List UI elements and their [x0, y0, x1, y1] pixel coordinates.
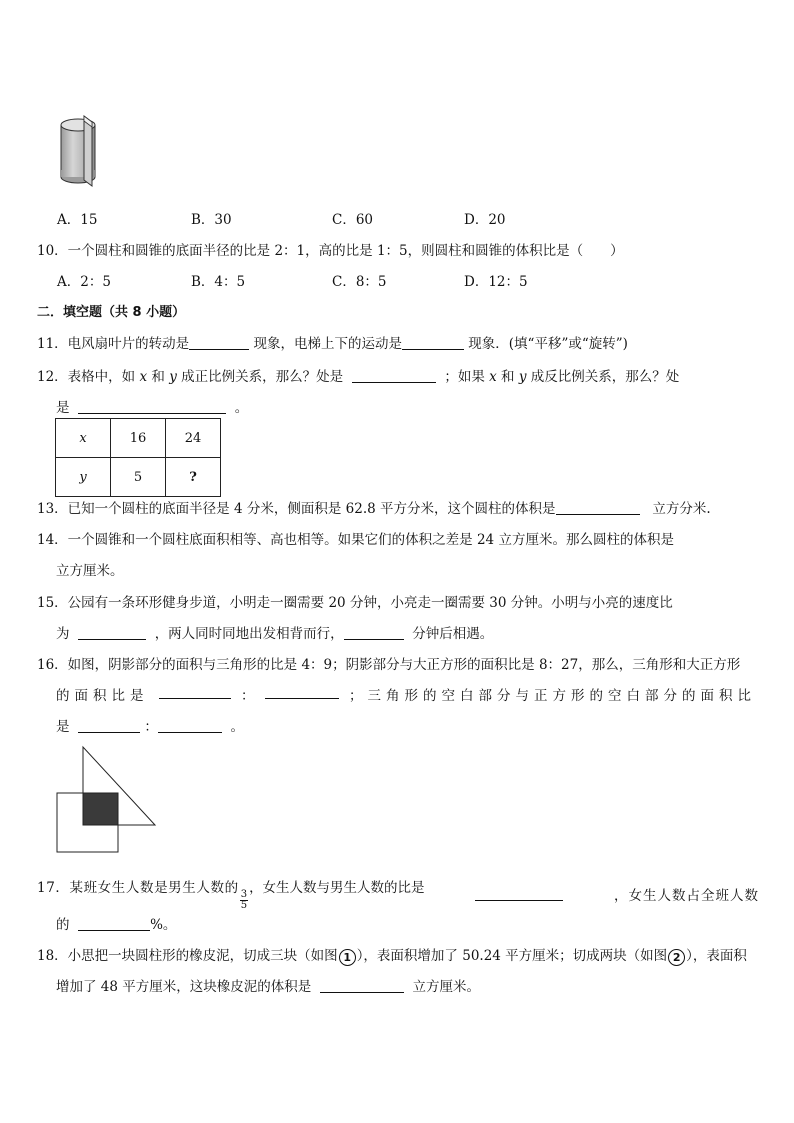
table-cell: 5: [111, 458, 166, 497]
q17-line2: 的 %。: [56, 917, 177, 933]
q12-blank-2[interactable]: [78, 399, 226, 414]
q18-line2: 增加了 48 平方厘米，这块橡皮泥的体积是 立方厘米。: [56, 979, 480, 995]
q11-blank-2[interactable]: [402, 335, 464, 350]
q16-line3: 是 ： 。: [56, 719, 244, 735]
q16-blank-1[interactable]: [159, 684, 231, 699]
q9-option-c[interactable]: C．60: [332, 212, 374, 228]
q11-blank-1[interactable]: [189, 335, 249, 350]
table-cell: 16: [111, 419, 166, 458]
q10-option-a[interactable]: A．2：5: [57, 274, 111, 290]
q15-line1: 15．公园有一条环形健身步道，小明走一圈需要 20 分钟，小亮走一圈需要 30 分钟。小明与小亮的速度比: [37, 595, 673, 611]
q10-option-b[interactable]: B．4：5: [191, 274, 246, 290]
q13: 13．已知一个圆柱的底面半径是 4 分米，侧面积是 62.8 平方分米，这个圆柱的体积是 立方分米.: [37, 501, 711, 517]
square-triangle-figure: [54, 744, 160, 856]
q12-line2: 是 。: [56, 400, 249, 416]
q14-line1: 14．一个圆锥和一个圆柱底面积相等、高也相等。如果它们的体积之差是 24 立方厘米。那么圆柱的体积是: [37, 532, 674, 548]
q18-line1: 18．小思把一块圆柱形的橡皮泥，切成三块（如图 1 ），表面积增加了 50.24 平方厘米；切成两块（如图 2 ），表面积: [37, 948, 747, 964]
table-row: [56, 419, 221, 458]
q12-line1: 12．表格中，如 x 和 y 成正比例关系，那么？处是 ；如果 x 和 y 成反比例关系，那么？处: [37, 369, 680, 385]
q16-line2: 的面积比是 ： ；三角形的空白部分与正方形的空白部分的面积比: [56, 684, 756, 704]
q16-blank-3[interactable]: [78, 718, 140, 733]
q16-blank-2[interactable]: [265, 684, 339, 699]
q10-option-c[interactable]: C．8：5: [332, 274, 387, 290]
q15-line2: 为 ，两人同时同地出发相背而行， 分钟后相遇。: [56, 626, 494, 642]
q9-option-d[interactable]: D．20: [464, 212, 506, 228]
q11: 11．电风扇叶片的转动是 现象，电梯上下的运动是 现象．(填“平移”或“旋转”): [37, 336, 628, 352]
q17-blank-1[interactable]: [475, 886, 563, 901]
q9-option-a[interactable]: A．15: [57, 212, 98, 228]
table-cell: 24: [166, 419, 221, 458]
q10-option-d[interactable]: D．12：5: [464, 274, 528, 290]
q12-blank-1[interactable]: [352, 368, 436, 383]
cylinder-cut-figure: [56, 114, 106, 190]
circled-number-2: 2: [668, 949, 685, 966]
circled-number-1: 1: [339, 949, 356, 966]
fraction: $\frac{3}{5}$: [240, 889, 248, 911]
q12-table: [55, 418, 221, 497]
q16-blank-4[interactable]: [158, 718, 222, 733]
q17-line1: 17．某班女生人数是男生人数的 $\frac{3}{5}$ ，女生人数与男生人数的比是 ，女生人数占全班人数: [37, 880, 759, 911]
q18-blank[interactable]: [320, 978, 404, 993]
section-heading-fill-in: 二．填空题（共 8 小题）: [37, 305, 186, 320]
q13-blank[interactable]: [556, 500, 640, 515]
q14-line2: 立方厘米。: [56, 563, 124, 579]
table-cell: x: [56, 419, 111, 458]
q9-option-b[interactable]: B．30: [191, 212, 232, 228]
table-cell: y: [56, 458, 111, 497]
q10-stem: 10．一个圆柱和圆锥的底面半径的比是 2：1，高的比是 1：5，则圆柱和圆锥的体积比是（ ）: [37, 243, 624, 259]
q15-blank-1[interactable]: [78, 625, 146, 640]
table-row: [56, 458, 221, 497]
q15-blank-2[interactable]: [344, 625, 404, 640]
q16-line1: 16．如图，阴影部分的面积与三角形的比是 4：9；阴影部分与大正方形的面积比是 8：27，那么，三角形和大正方形: [37, 657, 741, 673]
q17-blank-2[interactable]: [78, 916, 150, 931]
table-cell: ?: [166, 458, 221, 497]
